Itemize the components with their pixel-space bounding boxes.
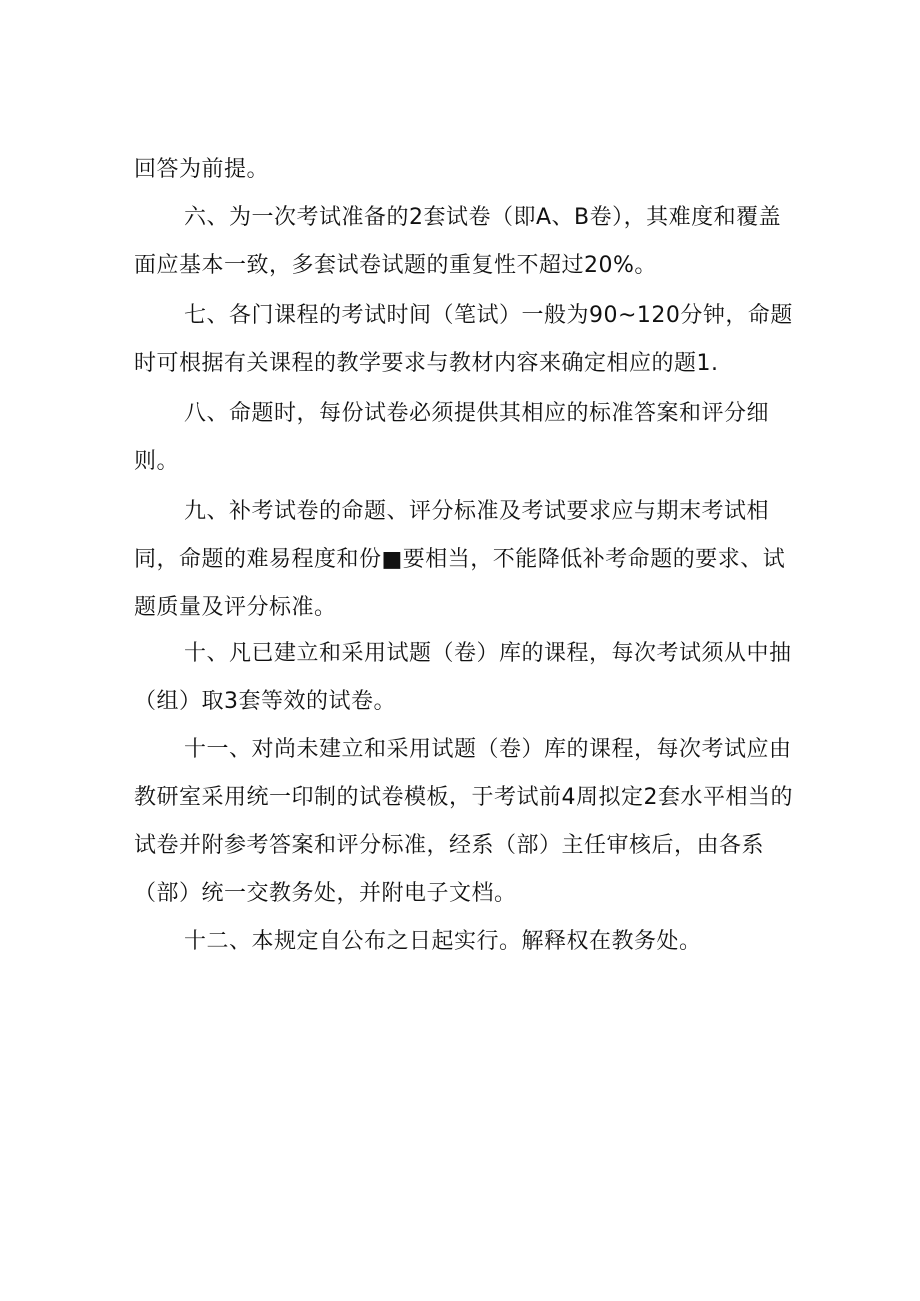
paragraph-item-10: 十、凡已建立和采用试题（卷）库的课程，每次考试须从中抽（组）取3套等效的试卷。 — [134, 641, 792, 714]
paragraph-item-8: 八、命题时，每份试卷必须提供其相应的标准答案和评分细则。 — [134, 401, 770, 474]
paragraph-continuation: 回答为前提。 — [134, 157, 270, 182]
paragraph-item-7: 七、各门课程的考试时间（笔试）一般为90~120分钟，命题时可根据有关课程的教学要求与教材内容来确定相应的题1. — [134, 303, 793, 376]
paragraph-item-11: 十一、对尚未建立和采用试题（卷）库的课程，每次考试应由教研室采用统一印制的试卷模板，于考试前4周拟定2套水平相当的试卷并附参考答案和评分标准，经系（部）主任审核后，由各系（部）统一交教务处，并附电子文档。 — [134, 737, 793, 906]
paragraph-item-6: 六、为一次考试准备的2套试卷（即A、B卷），其难度和覆盖面应基本一致，多套试卷试题的重复性不超过20%。 — [134, 205, 782, 278]
paragraph-item-9: 九、补考试卷的命题、评分标准及考试要求应与期末考试相同，命题的难易程度和份■要相当，不能降低补考命题的要求、试题质量及评分标准。 — [134, 499, 786, 620]
paragraph-item-12: 十二、本规定自公布之日起实行。解释权在教务处。 — [184, 929, 702, 954]
